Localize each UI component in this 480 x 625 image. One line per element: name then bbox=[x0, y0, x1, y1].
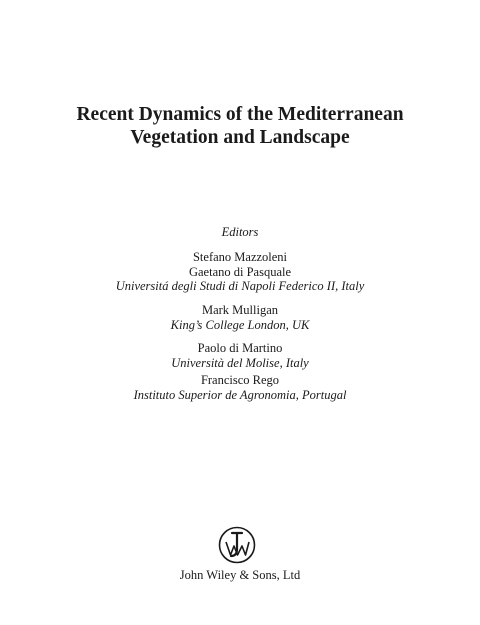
editors-label: Editors bbox=[221, 225, 259, 239]
book-title-line-2: Vegetation and Landscape bbox=[130, 127, 350, 148]
publisher-name: John Wiley & Sons, Ltd bbox=[179, 568, 301, 582]
editor-name: Stefano Mazzoleni bbox=[192, 250, 288, 264]
book-title bbox=[0, 103, 480, 149]
editor-group-kings bbox=[0, 303, 480, 332]
editor-affiliation: Universitá degli Studi di Napoli Federico II, Italy bbox=[115, 279, 365, 293]
editor-group-napoli bbox=[0, 250, 480, 294]
editor-affiliation: Università del Molise, Italy bbox=[171, 355, 309, 370]
book-title-line-1: Recent Dynamics of the Mediterranean bbox=[76, 104, 404, 125]
editor-affiliation: Instituto Superior de Agronomia, Portugal bbox=[133, 387, 347, 402]
editor-affiliation: King’s College London, UK bbox=[170, 317, 310, 332]
wiley-logo-icon bbox=[217, 525, 257, 565]
editor-group-lisbon bbox=[0, 373, 480, 402]
editor-name: Gaetano di Pasquale bbox=[188, 264, 292, 279]
editor-name: Mark Mulligan bbox=[201, 303, 279, 317]
editor-name: Paolo di Martino bbox=[197, 341, 283, 355]
editor-name: Francisco Rego bbox=[200, 373, 280, 387]
editor-group-molise bbox=[0, 341, 480, 370]
